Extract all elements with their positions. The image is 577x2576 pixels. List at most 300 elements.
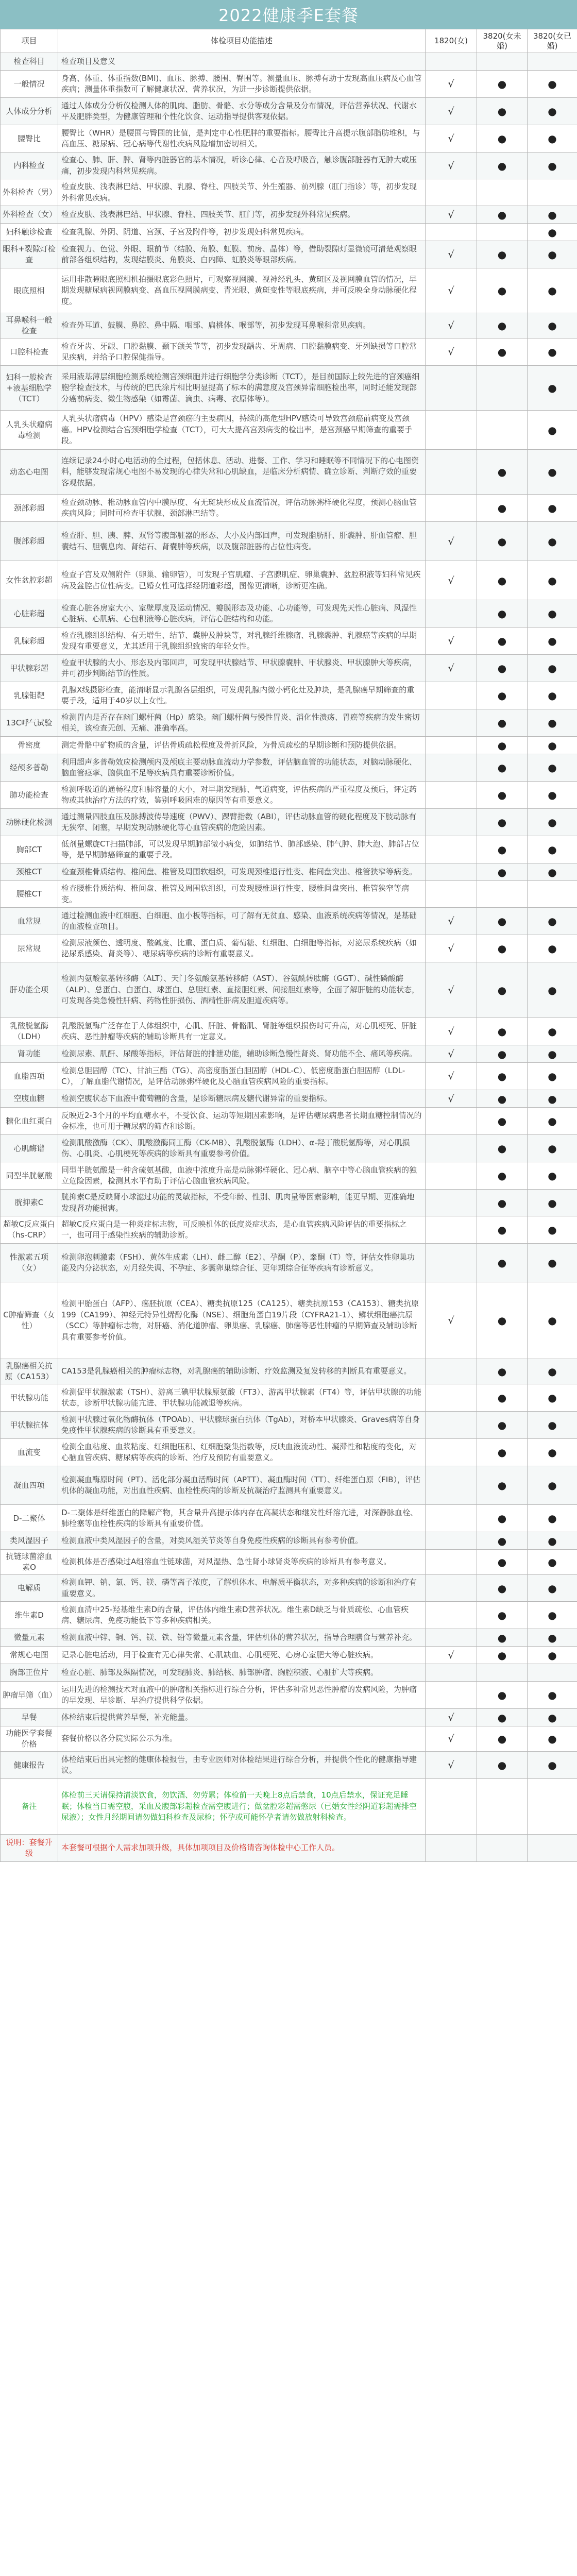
package-3820-married-mark: ● [528,1575,577,1602]
package-table [0,29,577,1862]
item-description: 检查心脏各房室大小、室壁厚度及运动情况、瓣膜形态及功能、心功能等，可发现先天性心脏病、风湿性心脏病、心肌病、心包积液等心脏疾病，评估心脏结构和功能。 [58,600,426,628]
item-description: 检查心脏、肺部及纵隔情况，可发现肺炎、肺结核、肺部肿瘤、胸腔积液、心脏扩大等疾病。 [58,1664,426,1682]
table-row [1,863,577,881]
package-3820-unmarried-mark: ● [477,98,528,125]
header-package-3820-married: 3820(女已婚) [528,29,577,53]
package-3820-unmarried-mark: ● [477,1162,528,1190]
package-3820-married-mark: ● [528,1359,577,1384]
table-row [1,628,577,655]
table-row [1,1682,577,1709]
table-row [1,737,577,754]
package-3820-married-mark: ● [528,754,577,782]
item-description: 检测卵泡刺激素（FSH）、黄体生成素（LH）、雌二醇（E2）、孕酮（P）、睾酮（T）等，评估女性卵巢功能及内分泌状态，对月经失调、不孕症、多囊卵巢综合征、更年期综合征等疾病有诊断意义。 [58,1244,426,1282]
item-description: 检测胃内是否存在幽门螺杆菌（Hp）感染。幽门螺杆菌与慢性胃炎、消化性溃疡、胃癌等疾病的发生密切相关，该检查无创、无痛、准确率高。 [58,709,426,737]
package-3820-unmarried-mark [477,1835,528,1862]
package-3820-unmarried-mark: ● [477,1412,528,1439]
package-3820-married-mark: ● [528,98,577,125]
table-row [1,1412,577,1439]
item-description: 通过人体成分分析仪检测人体的肌肉、脂肪、骨骼、水分等成分含量及分布情况，评估营养状况、代谢水平及肥胖类型，为健康管理和个性化饮食、运动指导提供客观依据。 [58,98,426,125]
table-row [1,1752,577,1779]
package-1820-mark: √ [426,1752,477,1779]
item-description: 检查子宫及双侧附件（卵巢、输卵管），可发现子宫肌瘤、子宫腺肌症、卵巢囊肿、盆腔积液等妇科常见疾病及盆腔占位性病变。已婚女性可选择经阴道彩超，图像更清晰，诊断更准确。 [58,561,426,600]
item-description: 体检前三天请保持清淡饮食，勿饮酒、勿劳累；体检前一天晚上8点后禁食，10点后禁水，保证充足睡眠；体检当日需空腹，采血及腹部彩超检查需空腹进行；做盆腔彩超需憋尿（已婚女性经阴道彩超需排空尿液）；女性月经期间请勿做妇科检查及尿检；怀孕或可能怀孕者请勿做放射科检查。 [58,1779,426,1835]
package-1820-mark [426,1359,477,1384]
package-1820-mark: √ [426,1647,477,1664]
table-row [1,754,577,782]
item-description: 检查皮肤、浅表淋巴结、甲状腺、乳腺、脊柱、四肢关节、外生殖器、前列腺（肛门指诊）等，初步发现外科常见疾病。 [58,179,426,206]
package-3820-unmarried-mark: ● [477,1108,528,1135]
item-description: 采用液基薄层细胞检测系统检测宫颈细胞并进行细胞学分类诊断（TCT），是目前国际上较先进的宫颈癌细胞学检查技术，与传统的巴氏涂片相比明显提高了标本的满意度及宫颈异常细胞检出率，同时还能发现部分癌前病变、微生物感染（如霉菌、滴虫、病毒、衣原体等）。 [58,366,426,411]
table-row [1,179,577,206]
item-description: 检查乳腺、外阴、阴道、宫颈、子宫及附件等，初步发现妇科常见疾病。 [58,224,426,241]
table-row [1,98,577,125]
item-description: 通过测量四肢血压及脉搏波传导速度（PWV）、踝臂指数（ABI），评估动脉血管的硬化程度及下肢动脉有无狭窄、闭塞，早期发现动脉硬化等心血管疾病的危险因素。 [58,809,426,836]
package-1820-mark: √ [426,1045,477,1063]
item-name: 说明：套餐升级 [1,1835,58,1862]
package-1820-mark: √ [426,655,477,682]
item-description: 连续记录24小时心电活动的全过程，包括休息、活动、进餐、工作、学习和睡眠等不同情况下的心电图资料，能够发现常规心电图不易发现的心律失常和心肌缺血，是临床分析病情、确立诊断、判断疗效的重要客观依据。 [58,450,426,495]
table-row [1,1779,577,1835]
package-3820-married-mark: ● [528,152,577,179]
package-1820-mark: √ [426,1063,477,1090]
item-name: 同型半胱氨酸 [1,1162,58,1190]
package-1820-mark [426,809,477,836]
package-1820-mark [426,1135,477,1162]
table-row [1,1384,577,1412]
package-3820-married-mark [528,1779,577,1835]
item-name: 腰椎CT [1,881,58,908]
table-row [1,1466,577,1505]
package-1820-mark: √ [426,1726,477,1752]
package-3820-married-mark: ● [528,561,577,600]
package-1820-mark: √ [426,935,477,962]
package-3820-married-mark: ● [528,450,577,495]
table-row [1,1664,577,1682]
header-package-3820-unmarried: 3820(女未婚) [477,29,528,53]
package-3820-unmarried-mark: ● [477,561,528,600]
item-description: 检测血钾、钠、氯、钙、镁、磷等离子浓度，了解机体水、电解质平衡状态，对多种疾病的诊断和治疗有重要意义。 [58,1575,426,1602]
package-1820-mark [426,450,477,495]
package-3820-unmarried-mark: ● [477,1752,528,1779]
item-name: D-二聚体 [1,1505,58,1532]
item-name: 一般情况 [1,71,58,98]
package-3820-unmarried-mark [477,224,528,241]
package-3820-unmarried-mark: ● [477,1602,528,1629]
package-3820-married-mark [528,1664,577,1682]
item-name: 电解质 [1,1575,58,1602]
table-row [1,1550,577,1575]
package-1820-mark: √ [426,268,477,313]
package-1820-mark [426,682,477,709]
package-3820-unmarried-mark: ● [477,836,528,863]
package-3820-married-mark: ● [528,1550,577,1575]
package-1820-mark [426,1216,477,1244]
package-3820-unmarried-mark: ● [477,1190,528,1216]
package-3820-unmarried-mark: ● [477,1384,528,1412]
table-row [1,1835,577,1862]
item-name: 检查科目 [1,53,58,71]
package-3820-married-mark: ● [528,224,577,241]
item-name: 动态心电图 [1,450,58,495]
item-name: 功能医学套餐价格 [1,1726,58,1752]
package-3820-unmarried-mark: ● [477,737,528,754]
item-description: 本套餐可根据个人需求加项升级，具体加项项目及价格请咨询体检中心工作人员。 [58,1835,426,1862]
package-1820-mark: √ [426,313,477,338]
table-row [1,450,577,495]
package-1820-mark: √ [426,522,477,561]
item-name: 血常规 [1,908,58,935]
package-1820-mark [426,881,477,908]
item-name: 外科检查（男） [1,179,58,206]
package-3820-unmarried-mark [477,179,528,206]
package-3820-unmarried-mark: ● [477,935,528,962]
item-name: 经颅多普勒 [1,754,58,782]
package-3820-married-mark: ● [528,908,577,935]
package-3820-unmarried-mark: ● [477,1550,528,1575]
package-3820-unmarried-mark: ● [477,1709,528,1726]
package-3820-married-mark: ● [528,1602,577,1629]
package-3820-unmarried-mark: ● [477,1216,528,1244]
table-row [1,495,577,522]
package-1820-mark: √ [426,962,477,1018]
package-3820-married-mark: ● [528,206,577,224]
table-row [1,1359,577,1384]
item-description: 体检结束后出具完整的健康体检报告，由专业医师对体检结果进行综合分析，并提供个性化的健康指导建议。 [58,1752,426,1779]
package-3820-unmarried-mark [477,53,528,71]
table-header-row [1,29,577,53]
table-row [1,809,577,836]
package-1820-mark [426,863,477,881]
item-description: 检测全血粘度、血浆粘度、红细胞压积、红细胞聚集指数等，反映血液流动性、凝滞性和粘度的变化，对心脑血管疾病、糖尿病等疾病的诊断、治疗及预防有重要意义。 [58,1439,426,1466]
package-3820-unmarried-mark [477,411,528,450]
table-row [1,1063,577,1090]
package-1820-mark: √ [426,1018,477,1045]
package-3820-unmarried-mark: ● [477,809,528,836]
package-3820-unmarried-mark: ● [477,1359,528,1384]
package-3820-married-mark: ● [528,1439,577,1466]
table-row [1,1575,577,1602]
item-description: 胱抑素C是反映肾小球滤过功能的灵敏指标，不受年龄、性别、肌肉量等因素影响，能更早期、更准确地发现肾功能损害。 [58,1190,426,1216]
table-row [1,1532,577,1550]
item-name: 心脏彩超 [1,600,58,628]
package-1820-mark [426,1412,477,1439]
item-name: 人乳头状瘤病毒检测 [1,411,58,450]
package-3820-married-mark: ● [528,1412,577,1439]
package-3820-married-mark: ● [528,1726,577,1752]
item-name: 超敏C反应蛋白（hs-CRP） [1,1216,58,1244]
item-description: 检测肌酸激酶（CK）、肌酸激酶同工酶（CK-MB）、乳酸脱氢酶（LDH）、α-羟丁酸脱氢酶等，对心肌损伤、心肌炎、心肌梗死等疾病的诊断具有重要参考价值。 [58,1135,426,1162]
package-1820-mark: √ [426,206,477,224]
table-row [1,1282,577,1359]
item-description: 检查颈动脉、椎动脉血管内中膜厚度、有无斑块形成及血流情况，评估动脉粥样硬化程度，预测心脑血管疾病风险；同时可检查甲状腺、颈部淋巴结等。 [58,495,426,522]
table-row [1,1726,577,1752]
table-row [1,1647,577,1664]
item-description: 检测甲状腺过氧化物酶抗体（TPOAb）、甲状腺球蛋白抗体（TgAb），对桥本甲状腺炎、Graves病等自身免疫性甲状腺疾病的诊断具有重要意义。 [58,1412,426,1439]
item-name: 眼底照相 [1,268,58,313]
package-3820-married-mark: ● [528,71,577,98]
package-3820-unmarried-mark: ● [477,754,528,782]
item-description: 检查项目及意义 [58,53,426,71]
package-1820-mark [426,737,477,754]
package-3820-married-mark: ● [528,709,577,737]
package-3820-unmarried-mark [477,1779,528,1835]
package-3820-unmarried-mark: ● [477,125,528,152]
table-row [1,411,577,450]
package-3820-married-mark: ● [528,809,577,836]
item-description: 检测机体是否感染过A组溶血性链球菌，对风湿热、急性肾小球肾炎等疾病的诊断具有参考意义。 [58,1550,426,1575]
table-row [1,1439,577,1466]
header-item: 项目 [1,29,58,53]
package-3820-married-mark: ● [528,628,577,655]
item-name: 肝功能全项 [1,962,58,1018]
item-name: 腰臀比 [1,125,58,152]
item-name: 耳鼻喉科一般检查 [1,313,58,338]
item-description: 体检结束后提供营养早餐，补充能量。 [58,1709,426,1726]
table-row [1,908,577,935]
package-3820-unmarried-mark: ● [477,1244,528,1282]
package-1820-mark [426,411,477,450]
table-row [1,1090,577,1108]
item-description: 检测血液中锌、铜、钙、镁、铁、铅等微量元素含量，评估机体的营养状况，指导合理膳食与营养补充。 [58,1629,426,1647]
table-row [1,935,577,962]
item-description: CA153是乳腺癌相关的肿瘤标志物，对乳腺癌的辅助诊断、疗效监测及复发转移的判断具有重要意义。 [58,1359,426,1384]
package-1820-mark [426,1466,477,1505]
package-3820-unmarried-mark [477,881,528,908]
package-3820-unmarried-mark: ● [477,1505,528,1532]
item-name: 妇科触诊检查 [1,224,58,241]
package-3820-married-mark: ● [528,782,577,809]
package-1820-mark [426,1244,477,1282]
package-3820-unmarried-mark: ● [477,1466,528,1505]
item-name: 外科检查（女） [1,206,58,224]
package-3820-married-mark: ● [528,1505,577,1532]
package-1820-mark [426,179,477,206]
item-description: 超敏C反应蛋白是一种炎症标志物，可反映机体的低度炎症状态，是心血管疾病风险评估的重要指标之一，也可用于感染性疾病的辅助诊断。 [58,1216,426,1244]
package-3820-married-mark: ● [528,241,577,268]
package-3820-married-mark: ● [528,1682,577,1709]
package-1820-mark [426,1779,477,1835]
item-description: 检查外耳道、鼓膜、鼻腔、鼻中隔、咽部、扁桃体、喉部等，初步发现耳鼻喉科常见疾病。 [58,313,426,338]
item-name: 抗链球菌溶血素O [1,1550,58,1575]
package-1820-mark: √ [426,338,477,366]
package-1820-mark [426,1439,477,1466]
package-1820-mark: √ [426,908,477,935]
item-description: 检查牙齿、牙龈、口腔黏膜、颞下颌关节等，初步发现龋齿、牙周病、口腔黏膜病变、牙列缺损等口腔常见疾病，并给予口腔保健指导。 [58,338,426,366]
table-row [1,1709,577,1726]
item-description: 反映近2-3个月的平均血糖水平，不受饮食、运动等短期因素影响，是评估糖尿病患者长期血糖控制情况的金标准，也可用于糖尿病的筛查和诊断。 [58,1108,426,1135]
package-1820-mark [426,1505,477,1532]
table-row [1,152,577,179]
package-3820-married-mark: ● [528,411,577,450]
item-name: 女性盆腔彩超 [1,561,58,600]
item-description: 检测血清中25-羟基维生素D的含量，评估体内维生素D营养状况。维生素D缺乏与骨质疏松、心血管疾病、糖尿病、免疫功能低下等多种疾病相关。 [58,1602,426,1629]
item-description: D-二聚体是纤维蛋白的降解产物，其含量升高提示体内存在高凝状态和继发性纤溶亢进，对深静脉血栓、肺栓塞等血栓性疾病的诊断具有重要价值。 [58,1505,426,1532]
package-1820-mark: √ [426,1090,477,1108]
package-1820-mark: √ [426,152,477,179]
item-name: 甲状腺功能 [1,1384,58,1412]
item-name: 颈部彩超 [1,495,58,522]
package-1820-mark [426,782,477,809]
package-3820-married-mark: ● [528,1709,577,1726]
package-1820-mark [426,1532,477,1550]
table-row [1,1162,577,1190]
package-3820-married-mark: ● [528,313,577,338]
package-3820-married-mark: ● [528,268,577,313]
item-description: 检测尿液颜色、透明度、酸碱度、比重、蛋白质、葡萄糖、红细胞、白细胞等指标，对泌尿系统疾病（如泌尿系感染、肾炎等）、糖尿病等疾病的诊断有重要意义。 [58,935,426,962]
package-1820-mark: √ [426,628,477,655]
package-1820-mark [426,754,477,782]
item-description: 利用超声多普勒效应检测颅内及颅底主要动脉血流动力学参数，评估脑血管的功能状态，对脑动脉硬化、脑血管痉挛、脑供血不足等疾病具有重要诊断价值。 [58,754,426,782]
item-description: 通过检测血液中红细胞、白细胞、血小板等指标，可了解有无贫血、感染、血液系统疾病等情况，是基础的血液检查项目。 [58,908,426,935]
item-name: 早餐 [1,1709,58,1726]
item-description: 检测呼吸道的通畅程度和肺容量的大小，对早期发现肺、气道病变，评估疾病的严重程度及预后，评定药物或其他治疗方法的疗效，鉴别呼吸困难的原因等有重要意义。 [58,782,426,809]
item-name: 人体成分分析 [1,98,58,125]
package-3820-unmarried-mark: ● [477,1629,528,1647]
item-description: 腰臀比（WHR）是腰围与臀围的比值，是判定中心性肥胖的重要指标。腰臀比升高提示腹部脂肪堆积，与高血压、糖尿病、冠心病等代谢性疾病风险增加密切相关。 [58,125,426,152]
item-description: 检测总胆固醇（TC）、甘油三酯（TG）、高密度脂蛋白胆固醇（HDL-C）、低密度脂蛋白胆固醇（LDL-C），了解血脂代谢情况，是评估动脉粥样硬化及心脑血管疾病风险的重要指标。 [58,1063,426,1090]
package-3820-married-mark: ● [528,1135,577,1162]
package-1820-mark: √ [426,241,477,268]
item-description: 检测空腹状态下血液中葡萄糖的含量，是诊断糖尿病及糖代谢异常的重要指标。 [58,1090,426,1108]
item-name: 内科检查 [1,152,58,179]
table-row [1,1190,577,1216]
package-1820-mark: √ [426,71,477,98]
item-description: 检查颈椎骨质结构、椎间盘、椎管及周围软组织，可发现颈椎退行性变、椎间盘突出、椎管狭窄等病变。 [58,863,426,881]
package-3820-unmarried-mark: ● [477,338,528,366]
package-3820-married-mark: ● [528,1108,577,1135]
package-1820-mark: √ [426,125,477,152]
package-3820-unmarried-mark: ● [477,1063,528,1090]
item-name: 乳腺钼靶 [1,682,58,709]
package-3820-married-mark: ● [528,1045,577,1063]
item-description: 检查视力、色觉、外眼、眼前节（结膜、角膜、虹膜、前房、晶体）等，借助裂隙灯显微镜可清楚观察眼前部各组织结构，发现结膜炎、角膜炎、白内障、虹膜炎等眼部疾病。 [58,241,426,268]
table-row [1,241,577,268]
package-1820-mark [426,1550,477,1575]
item-name: 骨密度 [1,737,58,754]
package-3820-married-mark [528,1835,577,1862]
table-row [1,224,577,241]
item-name: 肿瘤早筛（血） [1,1682,58,1709]
package-3820-unmarried-mark: ● [477,206,528,224]
item-description: 检测凝血酶原时间（PT）、活化部分凝血活酶时间（APTT）、凝血酶时间（TT）、纤维蛋白原（FIB），评估机体的凝血功能，对出血性疾病、血栓性疾病的诊断及抗凝治疗监测具有重要意义。 [58,1466,426,1505]
table-row [1,600,577,628]
item-name: 动脉硬化检测 [1,809,58,836]
package-3820-married-mark: ● [528,1162,577,1190]
item-description: 乳酸脱氢酶广泛存在于人体组织中，心肌、肝脏、骨骼肌、肾脏等组织损伤时可升高，对心肌梗死、肝脏疾病、恶性肿瘤等疾病的辅助诊断具有一定意义。 [58,1018,426,1045]
header-package-1820: 1820(女) [426,29,477,53]
table-row [1,366,577,411]
package-3820-unmarried-mark: ● [477,1726,528,1752]
table-row [1,522,577,561]
package-3820-unmarried-mark [477,1664,528,1682]
item-description: 检查甲状腺的大小、形态及内部回声，可发现甲状腺结节、甲状腺囊肿、甲状腺炎、甲状腺肿大等疾病，并可初步判断结节的性质。 [58,655,426,682]
package-3820-married-mark: ● [528,1647,577,1664]
item-name: 血流变 [1,1439,58,1466]
table-row [1,206,577,224]
package-3820-unmarried-mark: ● [477,1532,528,1550]
package-3820-unmarried-mark: ● [477,152,528,179]
table-row [1,338,577,366]
item-name: C肿瘤筛查（女性） [1,1282,58,1359]
package-3820-unmarried-mark: ● [477,1439,528,1466]
package-1820-mark: √ [426,98,477,125]
package-1820-mark [426,1664,477,1682]
package-3820-unmarried-mark: ● [477,1090,528,1108]
table-row [1,1135,577,1162]
package-1820-mark [426,366,477,411]
package-3820-married-mark: ● [528,338,577,366]
package-3820-married-mark: ● [528,522,577,561]
package-3820-married-mark: ● [528,1244,577,1282]
item-description: 测定骨骼中矿物质的含量，评估骨质疏松程度及骨折风险，为骨质疏松的早期诊断和预防提供依据。 [58,737,426,754]
item-name: 甲状腺彩超 [1,655,58,682]
table-row [1,836,577,863]
item-name: 健康报告 [1,1752,58,1779]
item-name: 胸部CT [1,836,58,863]
package-3820-unmarried-mark: ● [477,1282,528,1359]
package-1820-mark [426,1575,477,1602]
item-name: 13C呼气试验 [1,709,58,737]
table-row [1,1629,577,1647]
item-description: 套餐价格以各分院实际公示为准。 [58,1726,426,1752]
item-description: 检测甲胎蛋白（AFP）、癌胚抗原（CEA）、糖类抗原125（CA125）、糖类抗原153（CA153）、糖类抗原199（CA199）、神经元特异性烯醇化酶（NSE）、细胞角蛋白19片段（CYFRA21-1）、鳞状细胞癌抗原（SCC）等肿瘤标志物，对肝癌、消化道肿瘤、卵巢癌、乳腺癌、肺癌等恶性肿瘤的早期筛查及辅助诊断具有重要参考价值。 [58,1282,426,1359]
package-3820-married-mark: ● [528,1018,577,1045]
package-3820-married-mark: ● [528,1063,577,1090]
package-3820-unmarried-mark: ● [477,71,528,98]
package-3820-unmarried-mark: ● [477,908,528,935]
item-description: 检测血液中类风湿因子的含量，对类风湿关节炎等自身免疫性疾病的诊断具有参考价值。 [58,1532,426,1550]
table-row [1,1018,577,1045]
package-3820-married-mark: ● [528,1282,577,1359]
package-1820-mark [426,1629,477,1647]
item-name: 常规心电图 [1,1647,58,1664]
item-name: 甲状腺抗体 [1,1412,58,1439]
package-3820-married-mark [528,53,577,71]
package-3820-unmarried-mark: ● [477,313,528,338]
table-row [1,962,577,1018]
package-1820-mark [426,495,477,522]
package-3820-married-mark: ● [528,962,577,1018]
item-name: 维生素D [1,1602,58,1629]
package-1820-mark [426,1602,477,1629]
table-row [1,881,577,908]
package-3820-unmarried-mark: ● [477,782,528,809]
item-name: 肾功能 [1,1045,58,1063]
package-3820-unmarried-mark: ● [477,600,528,628]
table-row [1,1216,577,1244]
package-3820-married-mark: ● [528,1532,577,1550]
package-1820-mark: √ [426,1282,477,1359]
package-3820-unmarried-mark: ● [477,1135,528,1162]
package-3820-married-mark: ● [528,600,577,628]
package-3820-unmarried-mark: ● [477,1682,528,1709]
package-1820-mark [426,224,477,241]
item-description: 检测促甲状腺激素（TSH）、游离三碘甲状腺原氨酸（FT3）、游离甲状腺素（FT4）等，评估甲状腺的功能状态，诊断甲状腺功能亢进、甲状腺功能减退等疾病。 [58,1384,426,1412]
package-1820-mark [426,1682,477,1709]
item-name: 乳酸脱氢酶（LDH） [1,1018,58,1045]
package-3820-unmarried-mark: ● [477,962,528,1018]
table-row [1,1108,577,1135]
package-3820-unmarried-mark: ● [477,1575,528,1602]
table-row [1,313,577,338]
package-1820-mark [426,600,477,628]
item-description: 检测尿素、肌酐、尿酸等指标，评估肾脏的排泄功能，辅助诊断急慢性肾炎、肾功能不全、痛风等疾病。 [58,1045,426,1063]
package-1820-mark [426,1190,477,1216]
table-row [1,71,577,98]
item-name: 腹部彩超 [1,522,58,561]
package-3820-unmarried-mark: ● [477,655,528,682]
package-1820-mark [426,1384,477,1412]
